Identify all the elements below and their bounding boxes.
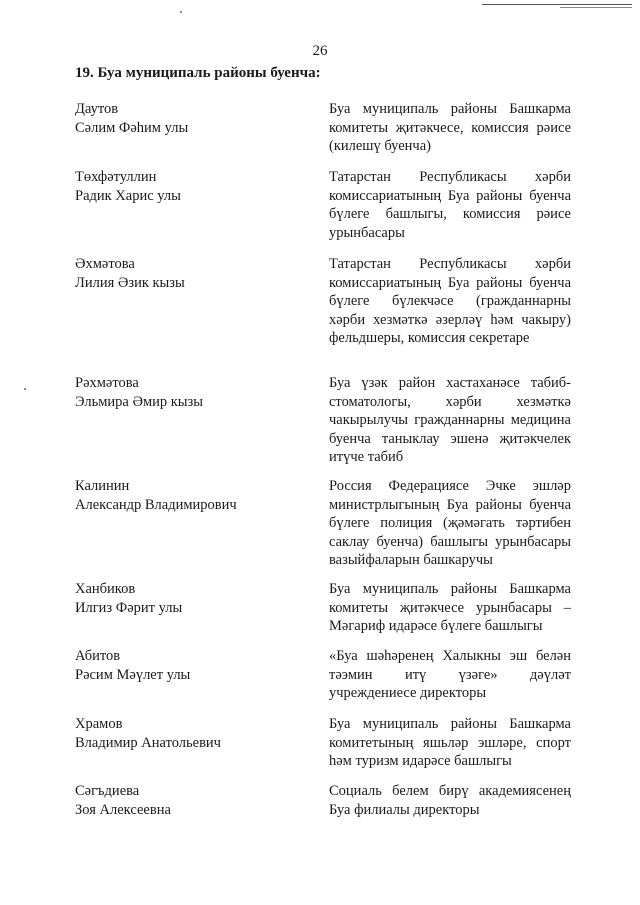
member-name <box>75 782 315 819</box>
member-name <box>75 580 315 617</box>
member-given-name: Владимир Анатольевич <box>75 734 221 751</box>
member-name <box>75 715 315 752</box>
member-surname: Даутов <box>75 101 119 117</box>
member-position: Буа үзәк район хастаханәсе табиб-стоматологы, хәрби хезмәткә чакырылучы гражданнарны медицина буенча таныклау эшенә җитәкчелек итүче табиб <box>329 375 571 465</box>
member-surname: Әхмәтова <box>75 256 135 272</box>
member-surname: Рәхмәтова <box>75 375 139 391</box>
member-surname: Калинин <box>75 478 130 494</box>
member-given-name: Рәсим Мәүлет улы <box>75 666 191 683</box>
member-given-name: Эльмира Әмир кызы <box>75 393 204 410</box>
member-given-name: Лилия Әзик кызы <box>75 274 185 291</box>
member-name <box>75 647 315 684</box>
header-rule-secondary <box>560 7 632 8</box>
section-heading: 19. Буа муниципаль районы буенча: <box>75 65 321 81</box>
member-position: Буа муниципаль районы Башкарма комитетының яшьләр эшләре, спорт һәм туризм идарәсе башлыгы <box>329 716 571 769</box>
member-name <box>75 477 315 514</box>
member-name <box>75 100 315 137</box>
member-surname: Ханбиков <box>75 581 136 597</box>
scan-speck <box>24 388 26 390</box>
page-number: 26 <box>312 43 328 59</box>
member-position: Буа муниципаль районы Башкарма комитеты җитәкчесе, комиссия рәисе (килешү буенча) <box>329 101 571 154</box>
member-position: Татарстан Республикасы хәрби комиссариатының Буа районы буенча бүлеге башлыгы, комиссия рәисе урынбасары <box>329 169 571 241</box>
member-position: Социаль белем бирү академиясенең Буа филиалы директоры <box>329 783 571 818</box>
member-position: Татарстан Республикасы хәрби комиссариатының Буа районы буенча бүлеге бүлекчәсе (гражданнарны хәрби хезмәткә әзерләү һәм чакыру) фельдшеры, комиссия секретаре <box>329 256 571 346</box>
member-surname: Абитов <box>75 648 121 664</box>
member-name <box>75 168 315 205</box>
member-surname: Төхфәтуллин <box>75 169 157 185</box>
member-name <box>75 255 315 292</box>
member-given-name: Сәлим Фәһим улы <box>75 119 189 136</box>
header-rule <box>482 4 632 5</box>
member-position: «Буа шәһәренең Халыкны эш белән тәэмин итү үзәге» дәүләт учреждениесе директоры <box>329 648 571 701</box>
member-given-name: Илгиз Фәрит улы <box>75 599 183 616</box>
member-name <box>75 374 315 411</box>
member-position: Буа муниципаль районы Башкарма комитеты җитәкчесе урынбасары – Мәгариф идарәсе бүлеге башлыгы <box>329 581 571 634</box>
member-position: Россия Федерациясе Эчке эшләр министрлыгының Буа районы буенча бүлеге полиция (җәмәгать тәртибен саклау буенча) башлыгы урынбасары вазыйфаларын башкаручы <box>329 478 571 568</box>
member-given-name: Радик Харис улы <box>75 187 181 204</box>
member-given-name: Александр Владимирович <box>75 496 237 513</box>
member-given-name: Зоя Алексеевна <box>75 801 171 818</box>
member-surname: Храмов <box>75 716 123 732</box>
scan-speck <box>180 11 182 13</box>
member-surname: Сәгъдиева <box>75 783 140 799</box>
